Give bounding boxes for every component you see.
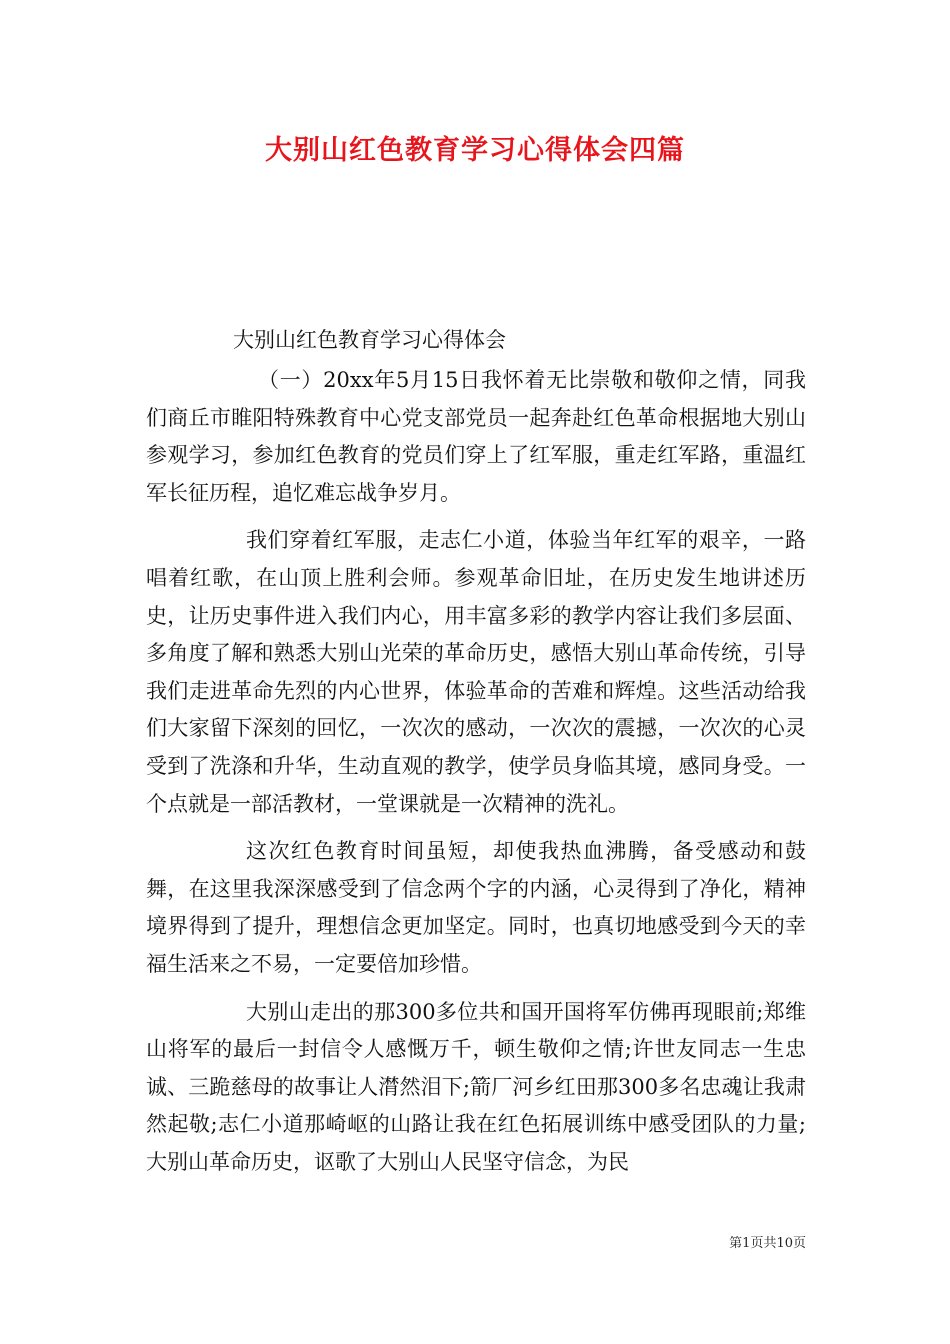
document-title [0,133,950,169]
section-subtitle: 大别山红色教育学习心得体会 [233,328,506,352]
document-title-text: 大别山红色教育学习心得体会四篇 [265,135,685,166]
page-number: 第1页共10页 [729,1236,806,1251]
paragraph-4: 大别山走出的那300多位共和国开国将军仿佛再现眼前;郑维山将军的最后一封信令人感慨万千，顿生敬仰之情;许世友同志一生忠诚、三跪慈母的故事让人潸然泪下;箭厂河乡红田那300多名忠魂让我肃然起敬;志仁小道那崎岖的山路让我在红色拓展训练中感受团队的力量;大别山革命历史，讴歌了大别山人民坚守信念，为民 [146,999,806,1174]
paragraph-3: 这次红色教育时间虽短，却使我热血沸腾，备受感动和鼓舞，在这里我深深感受到了信念两个字的内涵，心灵得到了净化，精神境界得到了提升，理想信念更加坚定。同时，也真切地感受到今天的幸福生活来之不易，一定要倍加珍惜。 [146,839,806,976]
document-body [146,362,806,1191]
paragraph-2: 我们穿着红军服，走志仁小道，体验当年红军的艰辛，一路唱着红歌，在山顶上胜利会师。参观革命旧址，在历史发生地讲述历史，让历史事件进入我们内心，用丰富多彩的教学内容让我们多层面、多角度了解和熟悉大别山光荣的革命历史，感悟大别山革命传统，引导我们走进革命先烈的内心世界，体验革命的苦难和辉煌。这些活动给我们大家留下深刻的回忆，一次次的感动，一次次的震撼，一次次的心灵受到了洗涤和升华，生动直观的教学，使学员身临其境，感同身受。一个点就是一部活教材，一堂课就是一次精神的洗礼。 [146,528,806,816]
paragraph-1: （一）20xx年5月15日我怀着无比崇敬和敬仰之情，同我们商丘市睢阳特殊教育中心党支部党员一起奔赴红色革命根据地大别山参观学习，参加红色教育的党员们穿上了红军服，重走红军路，重温红军长征历程，追忆难忘战争岁月。 [146,368,806,505]
